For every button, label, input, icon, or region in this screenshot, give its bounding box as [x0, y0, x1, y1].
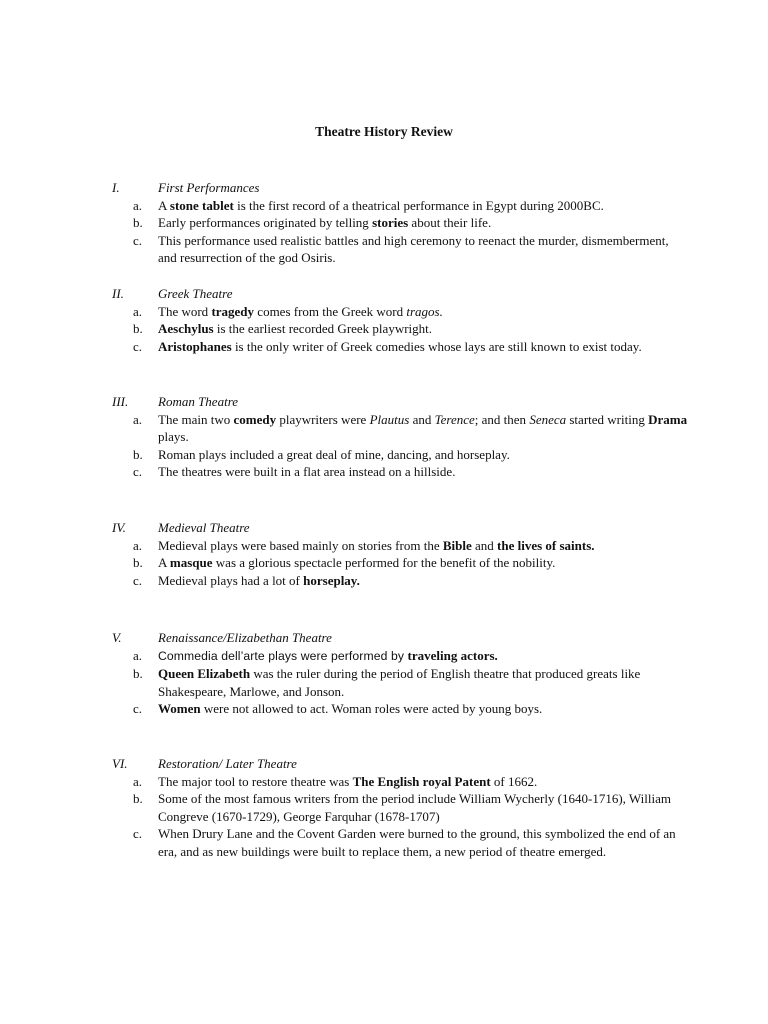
list-item — [0, 825, 688, 860]
item-letter: a. — [133, 411, 143, 427]
bold-term: traveling actors. — [407, 647, 498, 663]
list-item — [0, 411, 688, 446]
italic-term: Terence — [434, 411, 475, 427]
section-title: Medieval Theatre — [158, 520, 250, 535]
bold-term: comedy — [233, 411, 277, 427]
section-numeral: V. — [112, 630, 122, 645]
bold-term: stories — [372, 215, 409, 230]
item-letter: b. — [133, 666, 143, 681]
item-text: of 1662. — [490, 773, 538, 789]
item-text: playwriters were — [276, 411, 370, 427]
section-roman-theatre — [0, 393, 768, 481]
list-item — [0, 554, 688, 572]
item-letter: b. — [133, 555, 143, 570]
item-letter: a. — [133, 197, 143, 213]
item-letter: b. — [133, 446, 143, 462]
list-item — [0, 197, 688, 215]
section-heading — [0, 519, 768, 537]
list-item — [0, 773, 688, 791]
bold-term: stone tablet — [169, 197, 234, 213]
bold-term: Aristophanes — [158, 338, 232, 354]
item-letter: c. — [133, 338, 143, 354]
list-item — [0, 700, 688, 718]
item-letter: b. — [133, 215, 143, 230]
item-text: is the only writer of Greek comedies whose lays are still known to exist today. — [231, 338, 642, 354]
list-item — [0, 446, 688, 464]
section-numeral: II. — [112, 286, 124, 301]
item-text: Early performances originated by telling — [158, 215, 373, 230]
item-letter: a. — [133, 537, 143, 553]
section-numeral: III. — [112, 394, 129, 409]
item-text: is the first record of a theatrical performance in Egypt during 2000BC. — [233, 197, 604, 213]
bold-term: The English royal Patent — [352, 773, 491, 789]
section-numeral: VI. — [112, 756, 128, 771]
item-text: This performance used realistic battles and high ceremony to reenact the murder, dismemberment, and resurrection of the god Osiris. — [158, 232, 669, 265]
item-text: A — [158, 197, 170, 213]
item-text: was the ruler during the period of English theatre that produced greats like Shakespeare, Marlowe, and Jonson. — [158, 666, 641, 699]
item-letter: c. — [133, 232, 143, 248]
section-first-performances — [0, 179, 768, 267]
section-renaissance-theatre — [0, 629, 768, 718]
item-letter: a. — [133, 303, 143, 319]
item-letter: c. — [133, 464, 143, 479]
item-text: started writing — [566, 411, 649, 427]
section-heading — [0, 179, 768, 197]
bold-term: Bible — [442, 537, 472, 553]
list-item — [0, 665, 688, 700]
bold-term: Women — [158, 701, 201, 716]
list-item — [0, 572, 688, 590]
item-text: plays. — [158, 429, 189, 444]
bold-term: the lives of saints. — [497, 537, 595, 553]
item-text: comes from the Greek word — [254, 303, 407, 319]
item-text: When Drury Lane and the Covent Garden were burned to the ground, this symbolized the end of an era, and as new buildings were built to replace them, a new period of theatre emerged. — [158, 826, 676, 859]
italic-term: tragos. — [406, 303, 443, 319]
item-letter: c. — [133, 826, 143, 841]
item-text: and — [409, 411, 435, 427]
list-item — [0, 537, 688, 555]
item-text: The main two — [158, 411, 234, 427]
item-text: The major tool to restore theatre was — [158, 773, 353, 789]
section-title: Roman Theatre — [158, 394, 239, 409]
item-text: Commedia dell’arte plays were performed by — [158, 648, 408, 663]
bold-term: horseplay. — [303, 572, 360, 588]
list-item — [0, 463, 688, 481]
section-title: Greek Theatre — [158, 286, 233, 301]
bold-term: tragedy — [211, 303, 255, 319]
item-text: ; and then — [474, 411, 530, 427]
item-text: Some of the most famous writers from the period include William Wycherly (1640-1716), William Congreve (1670-1729), George Farquhar (1678-1707) — [158, 791, 672, 824]
item-text: about their life. — [408, 215, 492, 230]
bold-term: Queen Elizabeth — [158, 666, 251, 681]
item-letter: a. — [133, 773, 143, 789]
page-title: Theatre History Review — [315, 124, 453, 139]
section-numeral: IV. — [112, 520, 126, 535]
italic-term: Seneca — [529, 411, 567, 427]
bold-term: masque — [169, 555, 213, 570]
list-item — [0, 790, 688, 825]
section-restoration-theatre — [0, 755, 768, 860]
section-title: First Performances — [158, 180, 260, 195]
item-text: Medieval plays had a lot of — [158, 572, 304, 588]
section-title: Renaissance/Elizabethan Theatre — [158, 630, 332, 645]
item-text: Medieval plays were based mainly on stories from the — [158, 537, 443, 553]
section-heading — [0, 629, 768, 647]
item-text: The word — [158, 303, 212, 319]
section-title: Restoration/ Later Theatre — [158, 756, 297, 771]
item-text: The theatres were built in a flat area instead on a hillside. — [158, 464, 456, 479]
list-item — [0, 232, 688, 267]
item-letter: c. — [133, 701, 143, 716]
list-item — [0, 320, 688, 338]
italic-term: Plautus — [369, 411, 410, 427]
item-text: is the earliest recorded Greek playwright. — [213, 321, 433, 336]
section-heading — [0, 755, 768, 773]
bold-term: Drama — [648, 411, 688, 427]
list-item — [0, 338, 688, 356]
section-heading — [0, 285, 768, 303]
section-heading — [0, 393, 768, 411]
item-letter: b. — [133, 321, 143, 336]
item-text: was a glorious spectacle performed for the benefit of the nobility. — [212, 555, 556, 570]
section-medieval-theatre — [0, 519, 768, 589]
bold-term: Aeschylus — [158, 321, 214, 336]
item-letter: a. — [133, 647, 143, 663]
item-letter: c. — [133, 572, 143, 588]
list-item — [0, 647, 688, 666]
section-numeral: I. — [112, 180, 120, 195]
list-item — [0, 303, 688, 321]
item-text: were not allowed to act. Woman roles were acted by young boys. — [200, 701, 543, 716]
item-text: A — [158, 555, 170, 570]
item-text: Roman plays included a great deal of mine, dancing, and horseplay. — [158, 446, 510, 462]
section-greek-theatre — [0, 285, 768, 355]
item-text: and — [471, 537, 498, 553]
item-letter: b. — [133, 791, 143, 806]
list-item — [0, 214, 688, 232]
